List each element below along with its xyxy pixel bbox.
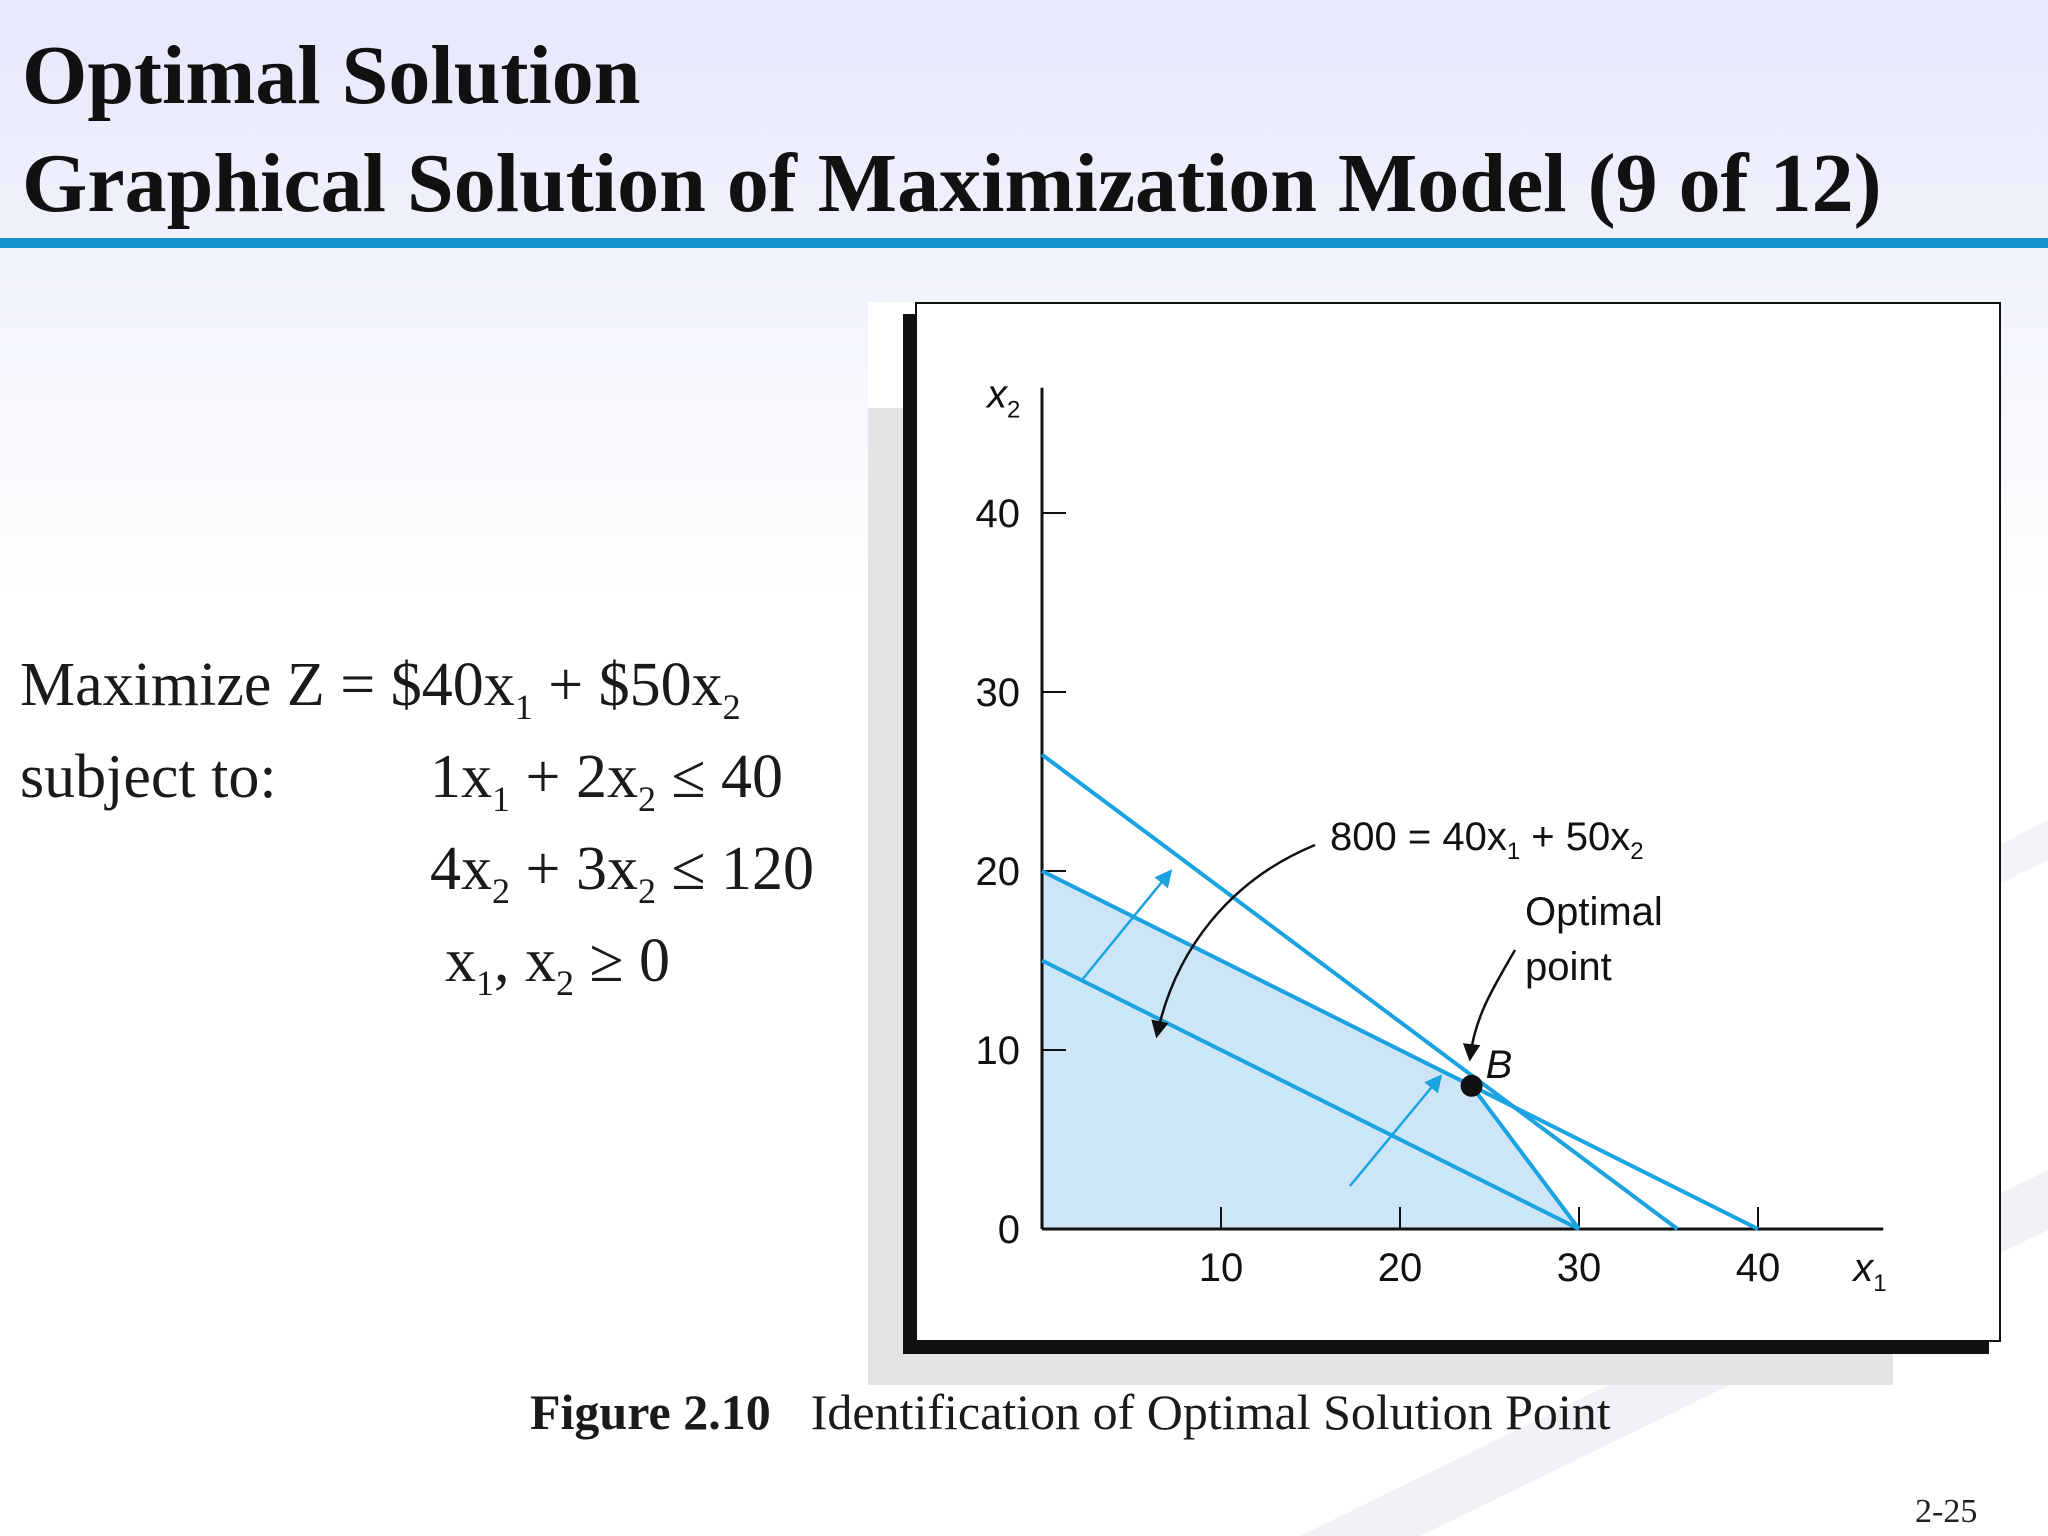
optimal-point-name: B bbox=[1485, 1042, 1513, 1087]
optimal-point-label-line2: point bbox=[1525, 945, 1612, 989]
x-tick-label: 20 bbox=[1377, 1246, 1423, 1290]
optimal-point-label-line1: Optimal bbox=[1525, 890, 1663, 934]
figure-caption-text: Identification of Optimal Solution Point bbox=[810, 1384, 1611, 1440]
objective-function: Maximize $Z = \$40x_1$ + $\$50x_2$ bbox=[20, 651, 741, 727]
x-tick-label: 40 bbox=[1735, 1246, 1781, 1290]
objective-function-label: $800 = 40x_1 + 50x_2$ bbox=[1330, 815, 1644, 865]
x-tick-label: 10 bbox=[1198, 1246, 1244, 1290]
subject-to-label: subject to: bbox=[20, 743, 277, 811]
title-line-2: Graphical Solution of Maximization Model (9 of 12) bbox=[22, 137, 1882, 230]
x-axis-label-sub: 1 bbox=[1873, 1270, 1887, 1297]
y-axis-label-sub: 2 bbox=[1007, 396, 1021, 424]
x-axis-label: $x_1$ bbox=[1853, 1246, 1887, 1297]
y-axis-label: $x_2$ bbox=[987, 372, 1021, 424]
y-tick-label: 20 bbox=[975, 850, 1020, 894]
y-tick-label: 30 bbox=[975, 671, 1020, 715]
figure-caption-label: Figure 2.10 bbox=[530, 1384, 771, 1440]
y-tick-label: 10 bbox=[975, 1029, 1020, 1073]
constraint-2: $4x_2 + 3x_2 \le 120$ bbox=[430, 835, 814, 911]
page-number: 2-25 bbox=[1915, 1493, 1978, 1530]
optimal-point-marker bbox=[1461, 1075, 1483, 1097]
optimal-point-arrow bbox=[1470, 950, 1515, 1058]
constraint-1: $1x_1 + 2x_2 \le 40$ bbox=[430, 743, 783, 819]
x-tick-label: 30 bbox=[1556, 1246, 1602, 1290]
title-line-1: Optimal Solution bbox=[22, 29, 641, 122]
figure-caption bbox=[530, 1383, 1611, 1441]
nonnegativity-constraint: $x_1$, $x_2 \ge 0$ bbox=[445, 927, 671, 1003]
y-tick-label: 40 bbox=[975, 492, 1020, 536]
y-tick-label: 0 bbox=[997, 1208, 1020, 1252]
